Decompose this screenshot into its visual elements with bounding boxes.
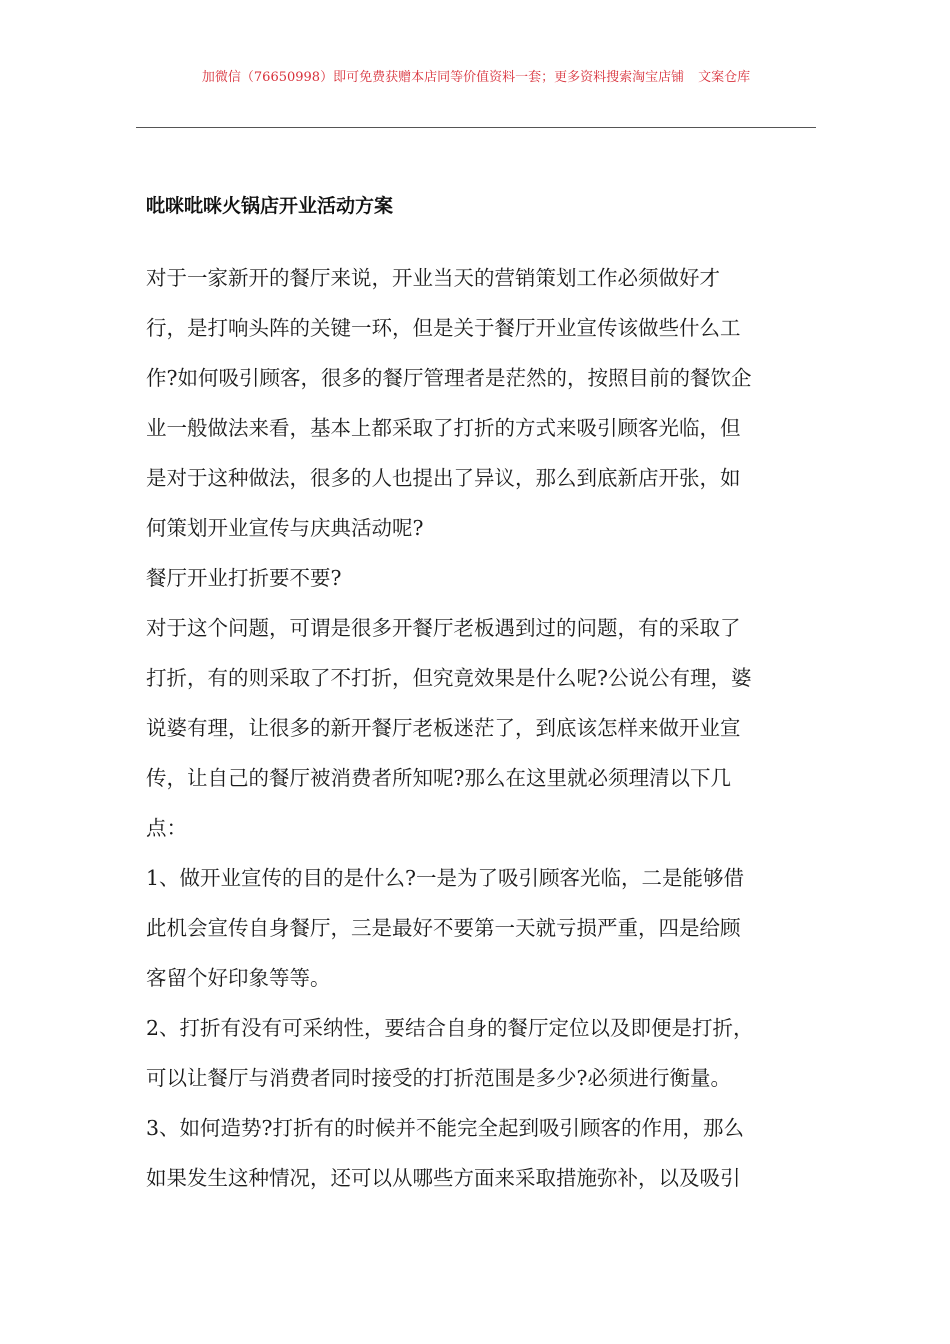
list-item-line: 可以让餐厅与消费者同时接受的打折范围是多少?必须进行衡量。 [146, 1066, 731, 1090]
body-line: 作?如何吸引顾客，很多的餐厅管理者是茫然的，按照目前的餐饮企 [146, 366, 752, 390]
body-line: 对于这个问题，可谓是很多开餐厅老板遇到过的问题，有的采取了 [146, 616, 741, 640]
header-promo-text: 加微信（76650998）即可免费获赠本店同等价值资料一套；更多资料搜索淘宝店铺 [201, 70, 685, 85]
body-line: 是对于这种做法，很多的人也提出了异议，那么到底新店开张，如 [146, 466, 741, 490]
body-line: 业一般做法来看，基本上都采取了打折的方式来吸引顾客光临，但 [146, 416, 741, 440]
body-line: 传，让自己的餐厅被消费者所知呢?那么在这里就必须理清以下几 [146, 766, 731, 790]
body-line: 对于一家新开的餐厅来说，开业当天的营销策划工作必须做好才 [146, 266, 720, 290]
body-line: 打折，有的则采取了不打折，但究竟效果是什么呢?公说公有理，婆 [146, 666, 752, 690]
body-line: 何策划开业宣传与庆典活动呢? [146, 516, 424, 540]
list-item-line: 3、如何造势?打折有的时候并不能完全起到吸引顾客的作用，那么 [146, 1116, 745, 1140]
list-item-line: 2、打折有没有可采纳性，要结合自身的餐厅定位以及即便是打折， [146, 1016, 754, 1040]
list-item-line: 如果发生这种情况，还可以从哪些方面来采取措施弥补，以及吸引 [146, 1166, 741, 1190]
list-item-line: 此机会宣传自身餐厅，三是最好不要第一天就亏损严重，四是给顾 [146, 916, 741, 940]
document-body [146, 253, 816, 1203]
list-item-line: 1、做开业宣传的目的是什么?一是为了吸引顾客光临，二是能够借 [146, 866, 745, 890]
list-item-line: 客留个好印象等等。 [146, 966, 331, 990]
section-heading: 餐厅开业打折要不要? [146, 566, 342, 590]
body-line: 行，是打响头阵的关键一环，但是关于餐厅开业宣传该做些什么工 [146, 316, 741, 340]
header-promo-note [136, 69, 816, 87]
body-line: 点： [146, 816, 187, 840]
document-title: 吡咪吡咪火锅店开业活动方案 [146, 195, 394, 217]
body-line: 说婆有理，让很多的新开餐厅老板迷茫了，到底该怎样来做开业宣 [146, 716, 741, 740]
header-shop-name: 文案仓库 [698, 70, 751, 85]
page-header [136, 0, 816, 128]
